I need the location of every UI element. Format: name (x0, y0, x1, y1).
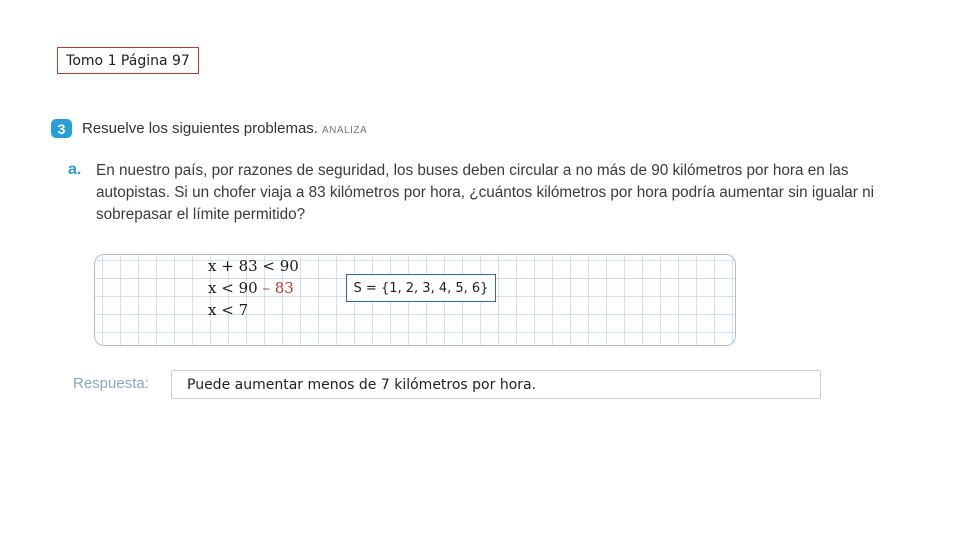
equation-line-3: x < 7 (208, 301, 249, 319)
page-reference-label: Tomo 1 Página 97 (57, 47, 199, 74)
equation-line-2 (208, 278, 294, 298)
equation-line-2-main: x < 90 (208, 279, 263, 297)
problem-statement: En nuestro país, por razones de seguridad, los buses deben circular a no más de 90 kilómetros por hora en las autopistas. Si un chofer viaja a 83 kilómetros por hora, ¿cuántos kilómetros por hora podría aumentar sin igualar ni sobrepasar el límite permitido? (96, 162, 874, 223)
exercise-title: Resuelve los siguientes problemas. (82, 120, 318, 137)
exercise-number-badge: 3 (51, 119, 72, 138)
answer-label: Respuesta: (73, 375, 149, 392)
item-letter: a. (68, 161, 82, 178)
answer-field[interactable]: Puede aumentar menos de 7 kilómetros por hora. (171, 370, 821, 399)
exercise-heading (82, 119, 367, 141)
solution-set-box: S = {1, 2, 3, 4, 5, 6} (346, 274, 496, 302)
equation-line-1: x + 83 < 90 (208, 257, 299, 275)
exercise-skill-tag: ANALIZA (321, 125, 368, 136)
equation-line-2-subtraction: – 83 (262, 279, 294, 297)
